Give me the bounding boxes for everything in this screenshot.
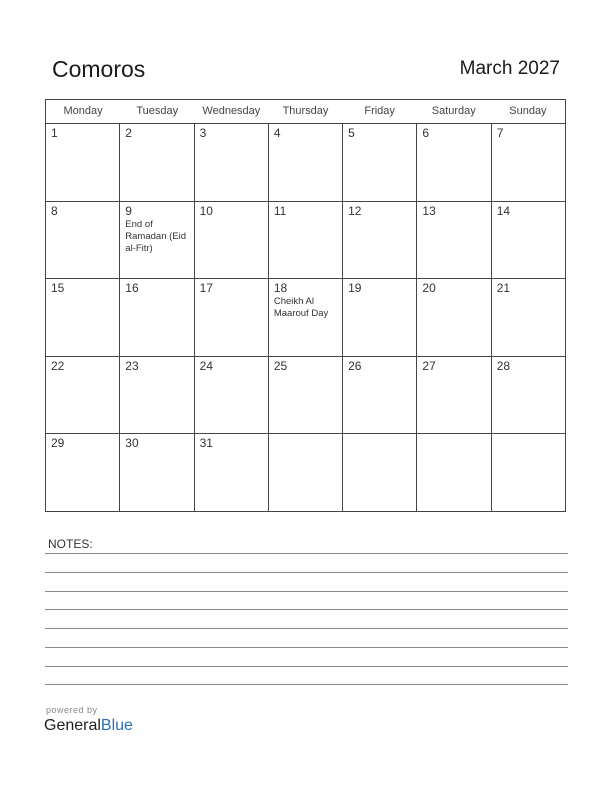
day-cell [120,202,194,279]
day-number: 30 [125,436,139,451]
day-cell [195,434,269,511]
day-cell [343,124,417,201]
day-number: 28 [496,358,511,373]
day-cell [120,279,194,356]
weekday-wednesday: Wednesday [202,105,261,117]
day-number: 4 [273,126,281,140]
day-number: 24 [199,358,213,373]
day-cell [269,202,343,279]
day-cell [343,279,417,356]
weekday-thursday: Thursday [282,105,329,117]
day-cell [417,357,491,434]
day-number: 23 [125,358,139,373]
day-cell [195,279,269,356]
day-cell [417,202,491,279]
calendar-grid [45,99,566,512]
day-number: 22 [51,358,65,373]
day-cell [343,357,417,434]
day-number: 7 [496,126,504,140]
day-number: 15 [51,281,65,296]
day-cell [46,434,120,511]
day-number: 5 [348,126,355,140]
day-number: 20 [422,281,436,296]
day-number: 1 [51,126,58,140]
day-number: 26 [348,358,362,373]
day-cell [120,124,194,201]
day-cell [195,124,269,201]
notes-line [45,628,568,629]
month-title: March 2027 [459,58,560,79]
brand-general: General [44,717,101,734]
notes-line [45,666,568,667]
day-number: 17 [199,281,213,296]
day-number: 16 [125,281,139,296]
day-cell [492,279,565,356]
week-row [46,279,565,357]
day-cell [492,124,565,201]
day-cell [195,202,269,279]
day-number: 12 [348,203,362,218]
day-cell [492,434,565,511]
day-cell [46,357,120,434]
day-number: 10 [199,203,213,218]
weekday-saturday: Saturday [431,105,476,117]
week-row [46,202,565,280]
day-number: 11 [273,203,287,218]
brand-logo [44,717,133,735]
weekday-tuesday: Tuesday [136,105,179,117]
day-number: 18 [273,281,288,296]
day-cell [46,124,120,201]
holiday-label: Cheikh Al Maarouf Day [273,296,329,320]
notes-line [45,553,568,554]
day-cell [417,434,491,511]
weekday-friday: Friday [364,105,395,117]
weeks-container [46,124,565,511]
day-cell [269,357,343,434]
weekday-monday: Monday [63,105,103,117]
notes-label: NOTES: [48,537,93,551]
day-number: 13 [422,203,436,218]
notes-line [45,684,568,685]
day-number: 31 [199,436,213,451]
powered-by-text: powered by [46,705,98,715]
day-number: 2 [125,126,132,140]
day-number: 21 [496,281,511,296]
day-cell [417,124,491,201]
notes-line [45,647,568,648]
day-number: 3 [199,126,207,140]
holiday-label: End of Ramadan (Eid al-Fitr) [125,218,187,254]
day-cell [120,434,194,511]
notes-line [45,572,568,573]
day-cell [120,357,194,434]
day-cell [46,279,120,356]
country-title: Comoros [52,56,146,82]
day-number: 8 [51,203,58,218]
day-cell [269,124,343,201]
day-cell [492,202,565,279]
day-number: 29 [51,436,65,451]
day-cell [269,279,343,356]
week-row [46,434,565,511]
week-row [46,124,565,202]
day-cell [343,434,417,511]
day-cell [46,202,120,279]
day-cell [195,357,269,434]
day-number: 27 [422,358,436,373]
day-cell [492,357,565,434]
notes-line [45,609,568,610]
day-number: 9 [125,203,132,218]
day-cell [343,202,417,279]
day-cell [417,279,491,356]
day-number: 14 [496,203,511,218]
weekday-header [46,100,565,124]
day-number: 6 [422,126,430,140]
brand-blue: Blue [100,717,133,734]
week-row [46,357,565,435]
day-number: 19 [348,281,362,296]
day-cell [269,434,343,511]
notes-line [45,591,568,592]
day-number: 25 [273,358,288,373]
weekday-sunday: Sunday [509,105,547,117]
